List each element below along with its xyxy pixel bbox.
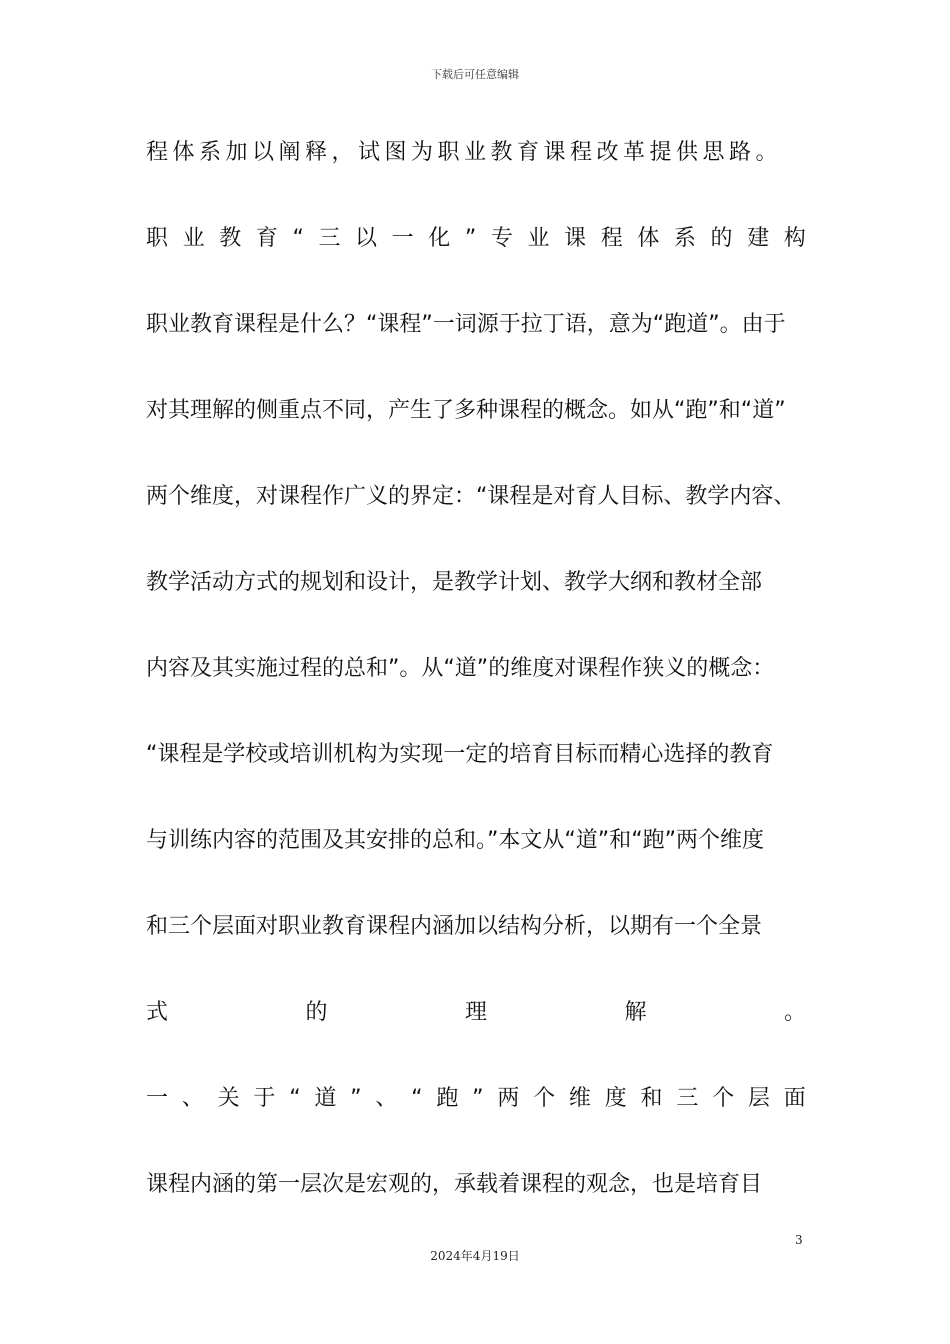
document-body bbox=[146, 130, 806, 1248]
text-line: 和三个层面对职业教育课程内涵加以结构分析，以期有一个全景 bbox=[146, 914, 763, 939]
text-line: 职业教育课程是什么？“课程”一词源于拉丁语，意为“跑道”。由于 bbox=[146, 312, 786, 337]
page-footer-date: 2024年4月19日 bbox=[430, 1249, 520, 1263]
text-line: 职 业 教 育 “ 三 以 一 化 ” 专 业 课 程 体 系 的 建 构 bbox=[146, 226, 806, 251]
page-number: 3 bbox=[795, 1233, 803, 1247]
text-line: 对其理解的侧重点不同，产生了多种课程的概念。如从“跑”和“道” bbox=[146, 398, 786, 423]
text-line: 两个维度，对课程作广义的界定：“课程是对育人目标、教学内容、 bbox=[146, 484, 796, 509]
text-line: 教学活动方式的规划和设计，是教学计划、教学大纲和教材全部 bbox=[146, 570, 763, 595]
text-line: 程体系加以阐释，试图为职业教育课程改革提供思路。 bbox=[146, 140, 783, 165]
text-line: “课程是学校或培训机构为实现一定的培育目标而精心选择的教育 bbox=[146, 742, 774, 767]
text-line: 与训练内容的范围及其安排的总和。”本文从“道”和“跑”两个维度 bbox=[146, 828, 764, 853]
text-line: 内容及其实施过程的总和”。从“道”的维度对课程作狭义的概念： bbox=[146, 656, 775, 681]
page-header: 下载后可任意编辑 bbox=[431, 68, 519, 81]
text-line: 式 的 理 解 。 bbox=[146, 1000, 806, 1025]
text-line: 课程内涵的第一层次是宏观的，承载着课程的观念，也是培育目 bbox=[146, 1172, 763, 1197]
text-line: 一 、 关 于 “ 道 ” 、 “ 跑 ” 两 个 维 度 和 三 个 层 面 bbox=[146, 1086, 806, 1111]
